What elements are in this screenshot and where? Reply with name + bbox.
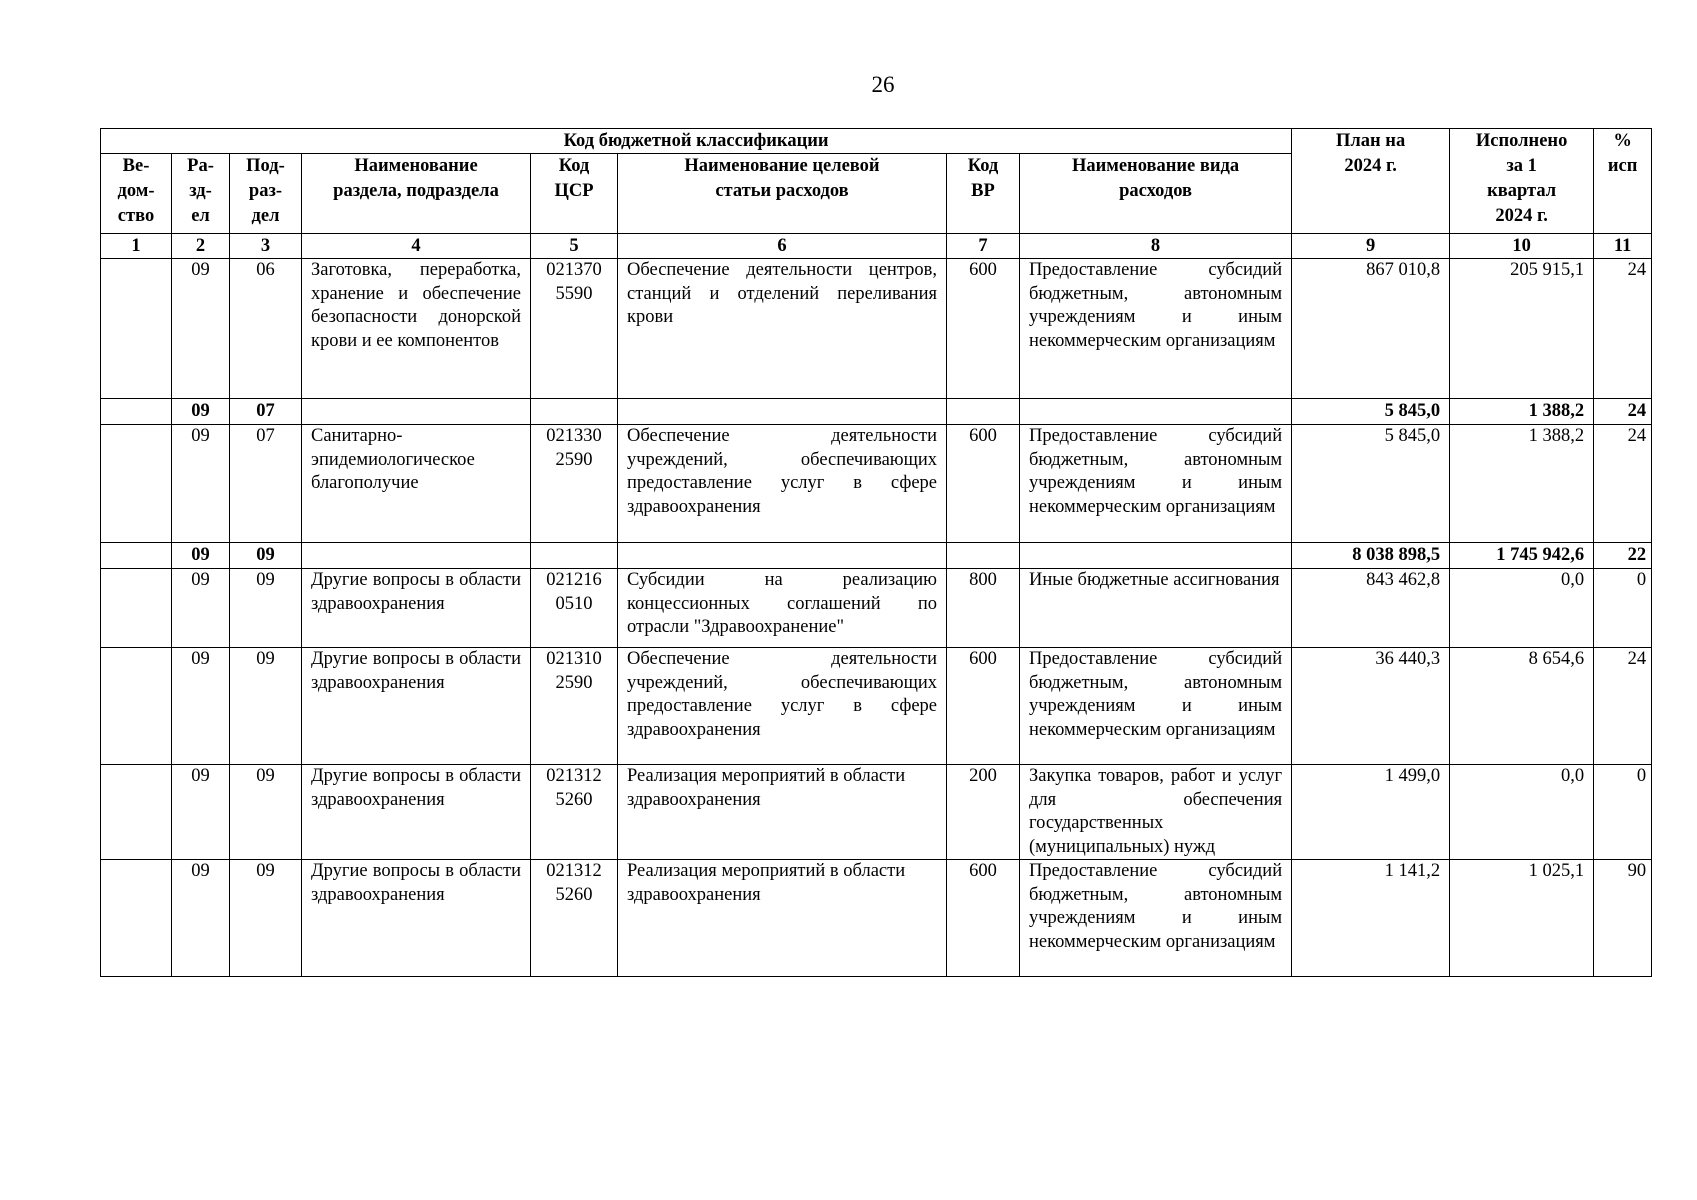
cell-executed: 0,0 [1450, 765, 1594, 860]
cell-expense-type: Предоставление субсидий бюджетным, автономным учреждениям и иным некоммерческим организациям [1020, 425, 1292, 543]
cell-plan: 5 845,0 [1292, 399, 1450, 425]
cell-csr: 021370 5590 [531, 259, 618, 399]
cell-executed: 1 388,2 [1450, 399, 1594, 425]
cell-plan: 867 010,8 [1292, 259, 1450, 399]
column-number: 2 [172, 234, 230, 259]
cell-podrazdel: 09 [230, 765, 302, 860]
budget-table [100, 128, 1652, 977]
cell-podrazdel: 07 [230, 425, 302, 543]
cell-executed: 0,0 [1450, 569, 1594, 648]
column-number: 7 [947, 234, 1020, 259]
page-number: 26 [871, 72, 895, 97]
cell-podrazdel: 09 [230, 569, 302, 648]
cell-target-name: Обеспечение деятельности центров, станций и отделений переливания крови [618, 259, 947, 399]
cell-executed: 205 915,1 [1450, 259, 1594, 399]
cell-expense-type: Иные бюджетные ассигнования [1020, 569, 1292, 648]
cell-executed: 1 388,2 [1450, 425, 1594, 543]
cell-percent: 24 [1594, 259, 1652, 399]
cell-target-name [618, 399, 947, 425]
cell-expense-type: Закупка товаров, работ и услуг для обеспечения государственных (муниципальных) нужд [1020, 765, 1292, 860]
cell-csr: 021216 0510 [531, 569, 618, 648]
cell-section-name: Другие вопросы в области здравоохранения [302, 860, 531, 977]
cell-percent: 0 [1594, 765, 1652, 860]
subtotal-row [101, 543, 1652, 569]
cell-vedomstvo [101, 259, 172, 399]
cell-target-name: Обеспечение деятельности учреждений, обеспечивающих предоставление услуг в сфере здравоохранения [618, 425, 947, 543]
header-group-row [101, 129, 1652, 154]
cell-section-name [302, 543, 531, 569]
cell-expense-type: Предоставление субсидий бюджетным, автономным учреждениям и иным некоммерческим организациям [1020, 860, 1292, 977]
cell-plan: 843 462,8 [1292, 569, 1450, 648]
cell-podrazdel: 09 [230, 543, 302, 569]
cell-percent: 22 [1594, 543, 1652, 569]
header-vr: Код ВР [947, 154, 1020, 234]
cell-expense-type: Предоставление субсидий бюджетным, автономным учреждениям и иным некоммерческим организациям [1020, 259, 1292, 399]
cell-csr [531, 543, 618, 569]
cell-section-name: Другие вопросы в области здравоохранения [302, 648, 531, 765]
cell-percent: 90 [1594, 860, 1652, 977]
cell-vedomstvo [101, 765, 172, 860]
cell-section-name: Другие вопросы в области здравоохранения [302, 569, 531, 648]
column-numbers-row [101, 234, 1652, 259]
cell-podrazdel: 06 [230, 259, 302, 399]
table-row [101, 648, 1652, 765]
column-number: 8 [1020, 234, 1292, 259]
cell-vr [947, 399, 1020, 425]
cell-target-name: Реализация мероприятий в области здравоохранения [618, 765, 947, 860]
table-row [101, 425, 1652, 543]
cell-vedomstvo [101, 648, 172, 765]
header-vedomstvo: Ве-дом-ство [101, 154, 172, 234]
cell-executed: 8 654,6 [1450, 648, 1594, 765]
cell-csr: 021312 5260 [531, 860, 618, 977]
cell-vedomstvo [101, 569, 172, 648]
cell-plan: 1 499,0 [1292, 765, 1450, 860]
cell-percent: 24 [1594, 648, 1652, 765]
column-number: 4 [302, 234, 531, 259]
cell-expense-type: Предоставление субсидий бюджетным, автономным учреждениям и иным некоммерческим организациям [1020, 648, 1292, 765]
column-number: 5 [531, 234, 618, 259]
cell-vr [947, 543, 1020, 569]
table-row [101, 569, 1652, 648]
header-plan: План на 2024 г. [1292, 129, 1450, 234]
cell-section-name: Заготовка, переработка, хранение и обеспечение безопасности донорской крови и ее компонентов [302, 259, 531, 399]
cell-razdel: 09 [172, 765, 230, 860]
cell-vedomstvo [101, 543, 172, 569]
cell-plan: 1 141,2 [1292, 860, 1450, 977]
cell-expense-type [1020, 543, 1292, 569]
column-number: 10 [1450, 234, 1594, 259]
cell-vedomstvo [101, 860, 172, 977]
cell-plan: 5 845,0 [1292, 425, 1450, 543]
cell-target-name: Субсидии на реализацию концессионных соглашений по отрасли "Здравоохранение" [618, 569, 947, 648]
cell-razdel: 09 [172, 425, 230, 543]
header-section-name: Наименование раздела, подраздела [302, 154, 531, 234]
cell-vr: 800 [947, 569, 1020, 648]
column-number: 6 [618, 234, 947, 259]
cell-csr: 021310 2590 [531, 648, 618, 765]
cell-plan: 8 038 898,5 [1292, 543, 1450, 569]
cell-vedomstvo [101, 425, 172, 543]
cell-section-name: Санитарно-эпидемиологическое благополучие [302, 425, 531, 543]
cell-expense-type [1020, 399, 1292, 425]
cell-section-name [302, 399, 531, 425]
column-number: 1 [101, 234, 172, 259]
cell-podrazdel: 09 [230, 648, 302, 765]
cell-razdel: 09 [172, 543, 230, 569]
cell-razdel: 09 [172, 860, 230, 977]
cell-percent: 24 [1594, 399, 1652, 425]
column-number: 3 [230, 234, 302, 259]
header-razdel: Ра-зд-ел [172, 154, 230, 234]
cell-razdel: 09 [172, 648, 230, 765]
cell-razdel: 09 [172, 259, 230, 399]
cell-plan: 36 440,3 [1292, 648, 1450, 765]
header-target-name: Наименование целевой статьи расходов [618, 154, 947, 234]
cell-target-name [618, 543, 947, 569]
cell-vedomstvo [101, 399, 172, 425]
cell-podrazdel: 09 [230, 860, 302, 977]
table-row [101, 259, 1652, 399]
header-group-title: Код бюджетной классификации [101, 129, 1292, 154]
table-row [101, 860, 1652, 977]
cell-podrazdel: 07 [230, 399, 302, 425]
cell-csr [531, 399, 618, 425]
header-podrazdel: Под-раз-дел [230, 154, 302, 234]
column-number: 11 [1594, 234, 1652, 259]
cell-csr: 021330 2590 [531, 425, 618, 543]
column-number: 9 [1292, 234, 1450, 259]
cell-vr: 600 [947, 259, 1020, 399]
cell-executed: 1 025,1 [1450, 860, 1594, 977]
header-percent: % исп [1594, 129, 1652, 234]
cell-section-name: Другие вопросы в области здравоохранения [302, 765, 531, 860]
header-csr: Код ЦСР [531, 154, 618, 234]
cell-executed: 1 745 942,6 [1450, 543, 1594, 569]
subtotal-row [101, 399, 1652, 425]
table-row [101, 765, 1652, 860]
cell-vr: 200 [947, 765, 1020, 860]
cell-percent: 0 [1594, 569, 1652, 648]
cell-vr: 600 [947, 648, 1020, 765]
cell-target-name: Реализация мероприятий в области здравоохранения [618, 860, 947, 977]
cell-vr: 600 [947, 860, 1020, 977]
cell-razdel: 09 [172, 569, 230, 648]
cell-csr: 021312 5260 [531, 765, 618, 860]
cell-percent: 24 [1594, 425, 1652, 543]
cell-target-name: Обеспечение деятельности учреждений, обеспечивающих предоставление услуг в сфере здравоохранения [618, 648, 947, 765]
header-expense-type: Наименование вида расходов [1020, 154, 1292, 234]
cell-vr: 600 [947, 425, 1020, 543]
cell-razdel: 09 [172, 399, 230, 425]
header-executed: Исполнено за 1 квартал 2024 г. [1450, 129, 1594, 234]
